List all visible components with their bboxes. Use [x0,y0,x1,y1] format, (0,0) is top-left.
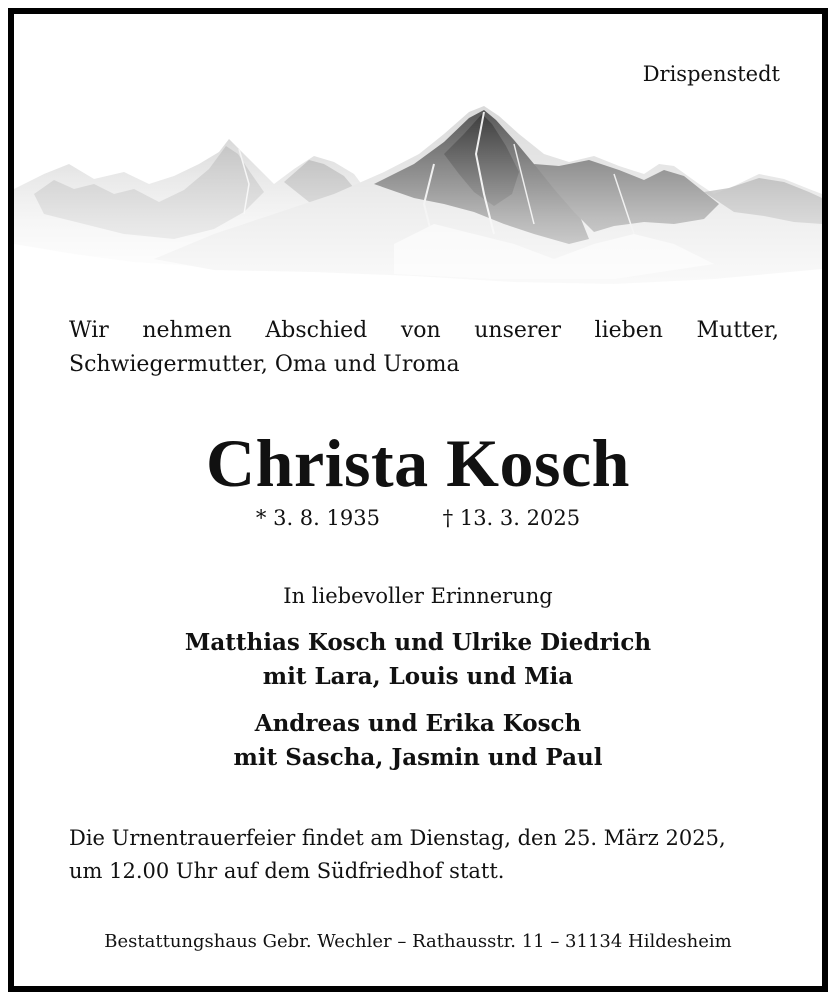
ceremony-line-2: um 12.00 Uhr auf dem Südfriedhof statt. [69,859,505,883]
family-group-2 [14,707,822,775]
family-2-line-1: Andreas und Erika Kosch [254,710,582,737]
deceased-name: Christa Kosch [206,425,630,501]
memory-line: In liebevoller Erinnerung [283,584,553,608]
place-name: Drispenstedt [642,62,780,86]
undertaker-info: Bestattungshaus Gebr. Wechler – Rathausstr. 11 – 31134 Hildesheim [104,931,732,952]
ceremony-line-1: Die Urnentrauerfeier findet am Dienstag, den 25. März 2025, [69,826,726,850]
obituary-notice [8,8,828,992]
family-group-1 [14,626,822,694]
intro-line-1: Wir nehmen Abschied von unserer lieben Mutter, [69,318,779,343]
intro-line-2: Schwiegermutter, Oma und Uroma [69,352,460,377]
death-date: † 13. 3. 2025 [442,506,581,530]
family-1-line-1: Matthias Kosch und Ulrike Diedrich [184,629,652,656]
ceremony-info [69,822,789,888]
mountain-range-image [14,94,822,319]
family-2-line-2: mit Sascha, Jasmin und Paul [233,744,603,771]
life-dates [14,506,822,530]
family-1-line-2: mit Lara, Louis und Mia [262,663,574,690]
intro-text [69,314,779,382]
birth-date: * 3. 8. 1935 [255,506,380,530]
